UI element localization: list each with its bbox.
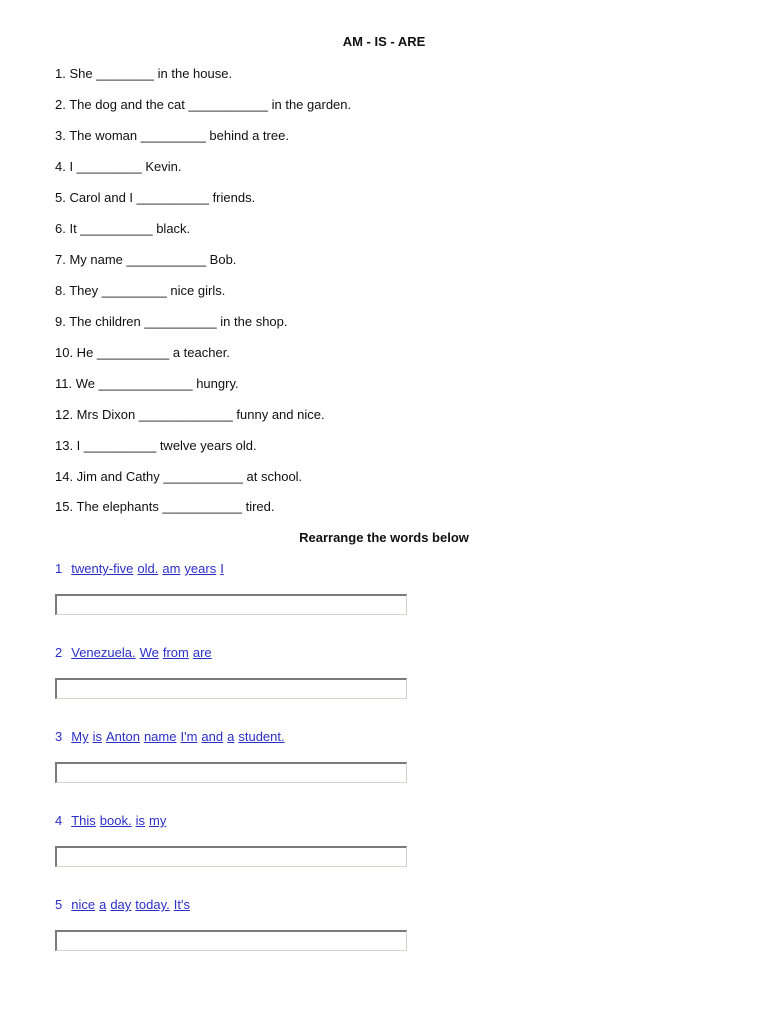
- sentence-item: 13. I __________ twelve years old.: [55, 438, 257, 453]
- sentence-item: 4. I _________ Kevin.: [55, 159, 182, 174]
- sentence-item: 7. My name ___________ Bob.: [55, 252, 237, 267]
- sentence-item: 15. The elephants ___________ tired.: [55, 499, 275, 514]
- answer-input-1[interactable]: [55, 594, 407, 615]
- word-link[interactable]: and: [201, 729, 224, 744]
- word-link[interactable]: old.: [137, 561, 159, 576]
- rearrange-words-3: [55, 729, 289, 745]
- word-link[interactable]: is: [92, 729, 102, 744]
- sentence-item: 11. We _____________ hungry.: [55, 376, 239, 391]
- worksheet-title: AM - IS - ARE: [342, 34, 426, 49]
- word-link[interactable]: twenty-five: [71, 561, 134, 576]
- word-link[interactable]: today.: [135, 897, 170, 912]
- word-link[interactable]: Anton: [105, 729, 140, 744]
- word-link[interactable]: My: [71, 729, 89, 744]
- rearrange-number: 4: [55, 813, 63, 828]
- word-link[interactable]: a: [227, 729, 235, 744]
- sentence-item: 2. The dog and the cat ___________ in the garden.: [55, 97, 352, 112]
- word-link[interactable]: my: [149, 813, 167, 828]
- word-link[interactable]: from: [162, 645, 189, 660]
- sentence-item: 5. Carol and I __________ friends.: [55, 190, 256, 205]
- sentence-item: 3. The woman _________ behind a tree.: [55, 128, 289, 143]
- word-link[interactable]: day: [110, 897, 132, 912]
- answer-input-5[interactable]: [55, 930, 407, 951]
- word-link[interactable]: nice: [71, 897, 96, 912]
- word-link[interactable]: years: [184, 561, 217, 576]
- rearrange-words-1: [55, 561, 228, 577]
- word-link[interactable]: are: [192, 645, 212, 660]
- sentence-item: 6. It __________ black.: [55, 221, 191, 236]
- rearrange-words-4: [55, 813, 170, 829]
- rearrange-number: 3: [55, 729, 63, 744]
- answer-input-3[interactable]: [55, 762, 407, 783]
- word-link[interactable]: It's: [173, 897, 190, 912]
- word-link[interactable]: This: [71, 813, 96, 828]
- rearrange-words-5: [55, 897, 194, 913]
- answer-input-4[interactable]: [55, 846, 407, 867]
- sentence-item: 12. Mrs Dixon _____________ funny and nice.: [55, 407, 325, 422]
- rearrange-number: 5: [55, 897, 63, 912]
- word-link[interactable]: am: [162, 561, 181, 576]
- answer-input-2[interactable]: [55, 678, 407, 699]
- word-link[interactable]: a: [99, 897, 107, 912]
- sentence-item: 14. Jim and Cathy ___________ at school.: [55, 469, 303, 484]
- rearrange-number: 2: [55, 645, 63, 660]
- sentence-item: 10. He __________ a teacher.: [55, 345, 230, 360]
- word-link[interactable]: student.: [238, 729, 285, 744]
- word-link[interactable]: We: [139, 645, 159, 660]
- sentence-item: 8. They _________ nice girls.: [55, 283, 226, 298]
- word-link[interactable]: name: [143, 729, 177, 744]
- word-link[interactable]: Venezuela.: [71, 645, 136, 660]
- rearrange-title: Rearrange the words below: [299, 530, 469, 545]
- word-link[interactable]: is: [135, 813, 145, 828]
- word-link[interactable]: I'm: [180, 729, 198, 744]
- sentence-item: 1. She ________ in the house.: [55, 66, 233, 81]
- word-link[interactable]: I: [220, 561, 224, 576]
- rearrange-number: 1: [55, 561, 63, 576]
- rearrange-words-2: [55, 645, 216, 661]
- word-link[interactable]: book.: [99, 813, 132, 828]
- sentence-item: 9. The children __________ in the shop.: [55, 314, 288, 329]
